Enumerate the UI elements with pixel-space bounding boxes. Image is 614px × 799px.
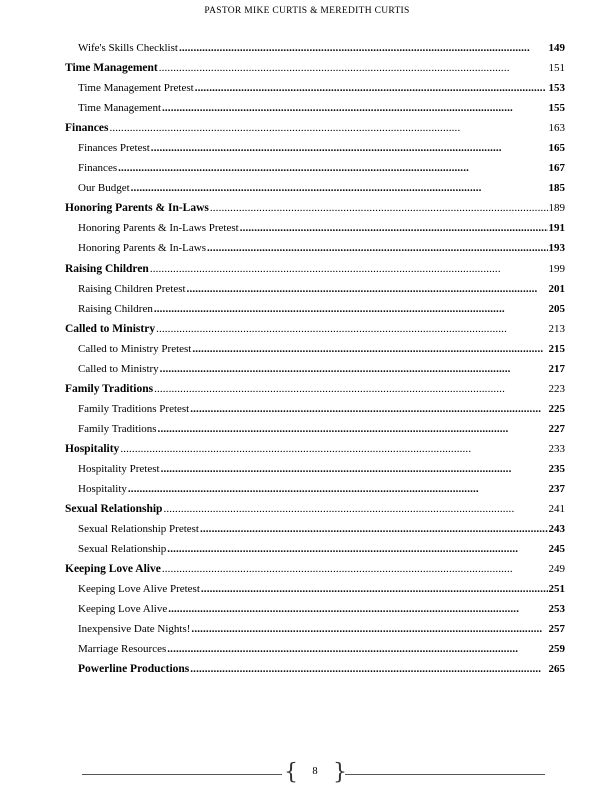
toc-section-entry <box>65 579 565 599</box>
toc-entry-page-number: 245 <box>548 543 565 556</box>
dot-leader <box>190 659 547 679</box>
toc-entry-title: Time Management <box>78 102 161 115</box>
dot-leader <box>210 198 548 218</box>
toc-section-entry <box>65 299 565 319</box>
toc-section-entry <box>65 419 565 439</box>
toc-entry-page-number: 189 <box>548 202 565 215</box>
dot-leader <box>150 259 548 279</box>
toc-section-entry <box>65 238 565 258</box>
toc-section-entry <box>65 98 565 118</box>
dot-leader <box>156 319 547 339</box>
toc-chapter-entry <box>65 319 565 339</box>
toc-entry-page-number: 205 <box>548 302 565 315</box>
toc-section-entry <box>65 459 565 479</box>
toc-section-entry <box>65 619 565 639</box>
dot-leader <box>200 519 548 539</box>
toc-entry-title: Finances Pretest <box>78 142 150 155</box>
dot-leader <box>190 399 547 419</box>
dot-leader <box>160 359 548 379</box>
dot-leader <box>201 579 548 599</box>
dot-leader <box>167 639 547 659</box>
toc-chapter-entry <box>65 198 565 218</box>
toc-entry-page-number: 241 <box>548 503 565 516</box>
toc-chapter-entry <box>65 499 565 519</box>
dot-leader <box>162 98 548 118</box>
toc-section-entry <box>65 639 565 659</box>
dot-leader <box>191 619 547 639</box>
toc-entry-page-number: 163 <box>548 122 565 135</box>
left-brace-icon: { <box>284 760 298 785</box>
toc-entry-title: Honoring Parents & In-Laws <box>65 202 209 215</box>
toc-entry-page-number: 225 <box>548 402 565 415</box>
toc-chapter-entry <box>65 439 565 459</box>
toc-entry-page-number: 257 <box>548 623 565 636</box>
dot-leader <box>161 459 548 479</box>
toc-entry-title: Called to Ministry Pretest <box>78 342 192 355</box>
dot-leader <box>207 238 547 258</box>
footer-rule-left <box>82 774 282 775</box>
dot-leader <box>154 379 547 399</box>
toc-entry-page-number: 199 <box>548 262 565 275</box>
dot-leader <box>159 58 548 78</box>
toc-entry-page-number: 165 <box>548 142 565 155</box>
toc-entry-title: Family Traditions <box>78 422 157 435</box>
dot-leader <box>195 78 548 98</box>
toc-entry-page-number: 223 <box>548 382 565 395</box>
toc-entry-title: Wife's Skills Checklist <box>78 42 178 54</box>
dot-leader <box>131 178 548 198</box>
table-of-contents <box>65 38 565 680</box>
toc-entry-title: Time Management Pretest <box>78 82 194 95</box>
toc-section-entry <box>65 178 565 198</box>
dot-leader <box>162 559 548 579</box>
page-number: 8 <box>312 766 318 777</box>
toc-entry-page-number: 185 <box>548 182 565 195</box>
toc-chapter-entry <box>65 379 565 399</box>
toc-entry-title: Finances <box>78 162 118 175</box>
dot-leader <box>163 499 547 519</box>
toc-section-entry <box>65 218 565 238</box>
toc-section-entry <box>65 38 565 58</box>
toc-entry-title: Finances <box>65 122 109 135</box>
toc-chapter-entry <box>65 259 565 279</box>
toc-entry-page-number: 153 <box>548 82 565 95</box>
toc-entry-title: Raising Children <box>65 262 149 275</box>
toc-entry-page-number: 249 <box>548 563 565 576</box>
toc-entry-title: Time Management <box>65 62 158 75</box>
toc-entry-title: Keeping Love Alive Pretest <box>78 583 200 596</box>
dot-leader <box>179 38 548 58</box>
toc-entry-page-number: 265 <box>548 663 565 676</box>
dot-leader <box>120 439 547 459</box>
toc-entry-title: Raising Children Pretest <box>78 282 186 295</box>
toc-section-entry <box>65 399 565 419</box>
toc-entry-page-number: 213 <box>548 322 565 335</box>
toc-chapter-entry <box>65 559 565 579</box>
dot-leader <box>118 158 547 178</box>
toc-section-entry <box>65 138 565 158</box>
dot-leader <box>154 299 548 319</box>
toc-entry-page-number: 251 <box>548 583 565 596</box>
dot-leader <box>187 279 548 299</box>
toc-entry-title: Hospitality <box>78 483 127 496</box>
dot-leader <box>167 539 547 559</box>
toc-section-entry <box>65 359 565 379</box>
toc-section-entry <box>65 539 565 559</box>
toc-entry-page-number: 243 <box>548 523 565 536</box>
toc-entry-title: Family Traditions <box>65 382 154 395</box>
toc-entry-title: Our Budget <box>78 182 130 195</box>
toc-section-entry <box>65 599 565 619</box>
toc-entry-title: Hospitality Pretest <box>78 462 160 475</box>
toc-entry-title: Called to Ministry <box>78 362 159 375</box>
toc-section-entry <box>65 479 565 499</box>
toc-entry-page-number: 217 <box>548 362 565 375</box>
toc-entry-page-number: 191 <box>548 222 565 235</box>
toc-entry-title: Keeping Love Alive <box>78 603 168 616</box>
toc-entry-title: Marriage Resources <box>78 643 167 656</box>
toc-entry-title: Called to Ministry <box>65 322 156 335</box>
toc-entry-title: Honoring Parents & In-Laws <box>78 242 207 255</box>
toc-entry-title: Family Traditions Pretest <box>78 402 190 415</box>
toc-entry-title: Sexual Relationship <box>65 503 163 516</box>
toc-section-entry <box>65 519 565 539</box>
toc-section-entry <box>65 659 565 679</box>
toc-entry-page-number: 155 <box>548 102 565 115</box>
toc-entry-page-number: 149 <box>548 42 565 54</box>
running-header: PASTOR MIKE CURTIS & MEREDITH CURTIS <box>204 6 410 16</box>
toc-entry-page-number: 227 <box>548 422 565 435</box>
right-brace-icon: } <box>333 760 347 785</box>
dot-leader <box>168 599 547 619</box>
toc-section-entry <box>65 158 565 178</box>
toc-entry-page-number: 253 <box>548 603 565 616</box>
toc-entry-page-number: 235 <box>548 462 565 475</box>
toc-entry-page-number: 215 <box>548 342 565 355</box>
toc-chapter-entry <box>65 118 565 138</box>
toc-entry-page-number: 193 <box>548 242 565 255</box>
toc-entry-title: Sexual Relationship Pretest <box>78 523 199 536</box>
dot-leader <box>240 218 548 238</box>
toc-entry-title: Sexual Relationship <box>78 543 167 556</box>
footer-rule-right <box>345 774 545 775</box>
toc-entry-title: Raising Children <box>78 302 153 315</box>
toc-entry-title: Inexpensive Date Nights! <box>78 623 191 636</box>
toc-entry-page-number: 167 <box>548 162 565 175</box>
toc-entry-title: Honoring Parents & In-Laws Pretest <box>78 222 239 235</box>
dot-leader <box>128 479 548 499</box>
dot-leader <box>158 419 548 439</box>
dot-leader <box>109 118 547 138</box>
toc-entry-title: Hospitality <box>65 442 120 455</box>
toc-chapter-entry <box>65 58 565 78</box>
toc-entry-page-number: 151 <box>548 62 565 75</box>
toc-entry-title: Powerline Productions <box>78 663 190 676</box>
dot-leader <box>151 138 548 158</box>
toc-entry-page-number: 237 <box>548 483 565 496</box>
toc-section-entry <box>65 78 565 98</box>
dot-leader <box>192 339 547 359</box>
toc-section-entry <box>65 279 565 299</box>
toc-section-entry <box>65 339 565 359</box>
toc-entry-page-number: 201 <box>548 282 565 295</box>
page-footer <box>0 762 614 786</box>
toc-entry-title: Keeping Love Alive <box>65 563 161 576</box>
toc-entry-page-number: 259 <box>548 643 565 656</box>
toc-entry-page-number: 233 <box>548 442 565 455</box>
